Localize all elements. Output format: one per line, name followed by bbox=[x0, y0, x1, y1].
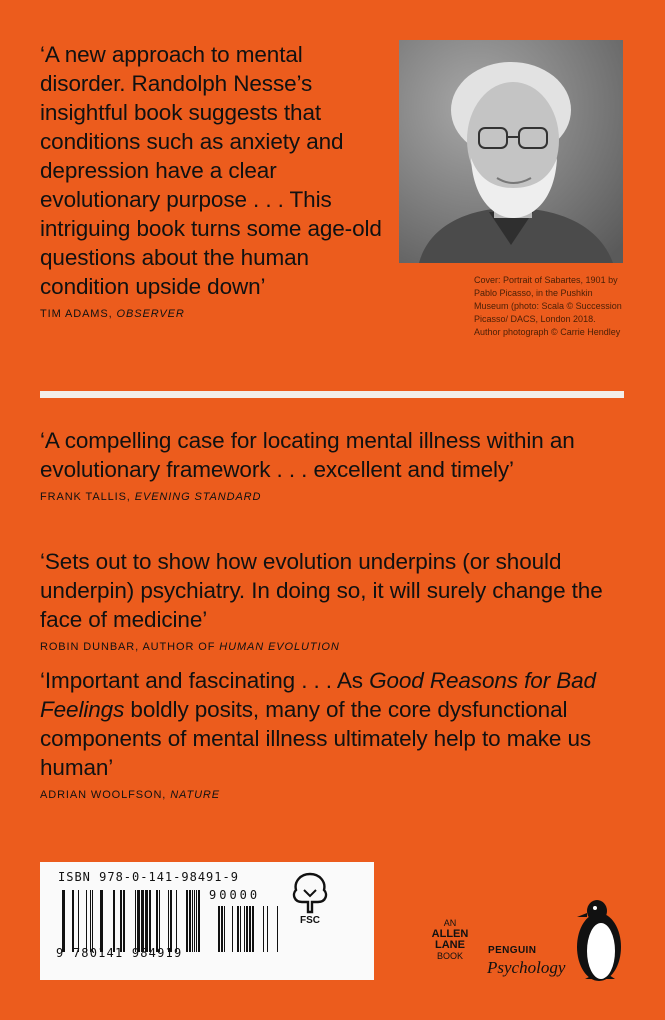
barcode-bar bbox=[240, 906, 241, 952]
barcode-bar bbox=[141, 890, 144, 952]
barcode-bar bbox=[170, 890, 172, 952]
isbn-label: ISBN 978-0-141-98491-9 bbox=[58, 870, 239, 884]
barcode-bar bbox=[135, 890, 136, 952]
barcode-bar bbox=[224, 906, 225, 952]
book-title: Good Reasons for Bad Feelings bbox=[40, 668, 596, 722]
penguin-wordmark: PENGUIN bbox=[488, 945, 537, 956]
quote-text: ‘Important and fascinating . . . As Good Reasons for Bad Feelings boldly posits, many of the core dysfunctional components of mental illness ultimately help to make us human’ bbox=[40, 668, 596, 780]
barcode-bar bbox=[189, 890, 191, 952]
allen-lane-imprint: AN ALLEN LANE BOOK bbox=[431, 918, 469, 961]
barcode-bar bbox=[156, 890, 158, 952]
barcode-bar bbox=[62, 890, 65, 952]
barcode-bar bbox=[252, 906, 254, 952]
barcode-bar bbox=[92, 890, 93, 952]
quote-text: ‘A new approach to mental disorder. Randolph Nesse’s insightful book suggests that conditions such as anxiety and depression have a clear evolutionary purpose . . . This intriguing book turns some age-old questions about the human condition upside down’ bbox=[40, 42, 382, 299]
quote-nature bbox=[40, 666, 640, 802]
quote-robin-dunbar bbox=[40, 547, 640, 654]
barcode-bar bbox=[159, 890, 160, 952]
price-code: 90000 bbox=[209, 888, 261, 902]
quote-attribution: TIM ADAMS, OBSERVER bbox=[40, 308, 185, 320]
penguin-logo-icon bbox=[573, 897, 625, 983]
barcode-bar bbox=[90, 890, 91, 952]
barcode-bar bbox=[267, 906, 268, 952]
barcode-bar bbox=[120, 890, 122, 952]
barcode-bar bbox=[232, 906, 233, 952]
barcode-bar bbox=[263, 906, 264, 952]
series-label: Psychology bbox=[487, 958, 566, 977]
barcode-bar bbox=[100, 890, 103, 952]
ean-barcode bbox=[62, 890, 204, 952]
quote-attribution: FRANK TALLIS, EVENING STANDARD bbox=[40, 491, 262, 503]
quote-text: ‘Sets out to show how evolution underpins (or should underpin) psychiatry. In doing so, it will surely change the face of medicine’ bbox=[40, 549, 603, 632]
barcode-bar bbox=[137, 890, 140, 952]
barcode-bar bbox=[145, 890, 148, 952]
photo-credit: Cover: Portrait of Sabartes, 1901 by Pablo Picasso, in the Pushkin Museum (photo: Scala © Succession Picasso/ DACS, London 2018. Author photograph © Carrie Hendley bbox=[474, 275, 622, 337]
barcode-bar bbox=[244, 906, 245, 952]
barcode-bar bbox=[123, 890, 125, 952]
quote-attribution: ROBIN DUNBAR, AUTHOR OF HUMAN EVOLUTION bbox=[40, 641, 340, 653]
barcode-bar bbox=[277, 906, 278, 952]
barcode-bar bbox=[249, 906, 251, 952]
author-portrait-image bbox=[399, 40, 623, 263]
barcode-bar bbox=[86, 890, 87, 952]
barcode-panel bbox=[40, 862, 374, 980]
barcode-bar bbox=[113, 890, 115, 952]
barcode-bar bbox=[218, 906, 220, 952]
section-divider bbox=[40, 391, 624, 398]
barcode-bar bbox=[186, 890, 188, 952]
price-barcode bbox=[208, 906, 280, 952]
barcode-bar bbox=[237, 906, 239, 952]
quote-attribution: ADRIAN WOOLFSON, NATURE bbox=[40, 789, 221, 801]
barcode-bar bbox=[149, 890, 151, 952]
quote-evening-standard bbox=[40, 426, 640, 504]
barcode-bar bbox=[194, 890, 195, 952]
barcode-bar bbox=[192, 890, 193, 952]
fsc-tree-icon bbox=[288, 870, 332, 924]
fsc-label: FSC bbox=[300, 915, 320, 924]
barcode-bar bbox=[221, 906, 223, 952]
author-photo bbox=[399, 40, 623, 263]
barcode-bar bbox=[78, 890, 79, 952]
quote-observer bbox=[40, 40, 390, 321]
barcode-bar bbox=[168, 890, 169, 952]
barcode-bar bbox=[176, 890, 177, 952]
quote-text: ‘A compelling case for locating mental illness within an evolutionary framework . . . excellent and timely’ bbox=[40, 428, 575, 482]
barcode-bar bbox=[246, 906, 248, 952]
barcode-bar bbox=[72, 890, 74, 952]
barcode-bar bbox=[198, 890, 200, 952]
ean-number: 9 780141 984919 bbox=[56, 946, 183, 960]
barcode-bar bbox=[196, 890, 197, 952]
